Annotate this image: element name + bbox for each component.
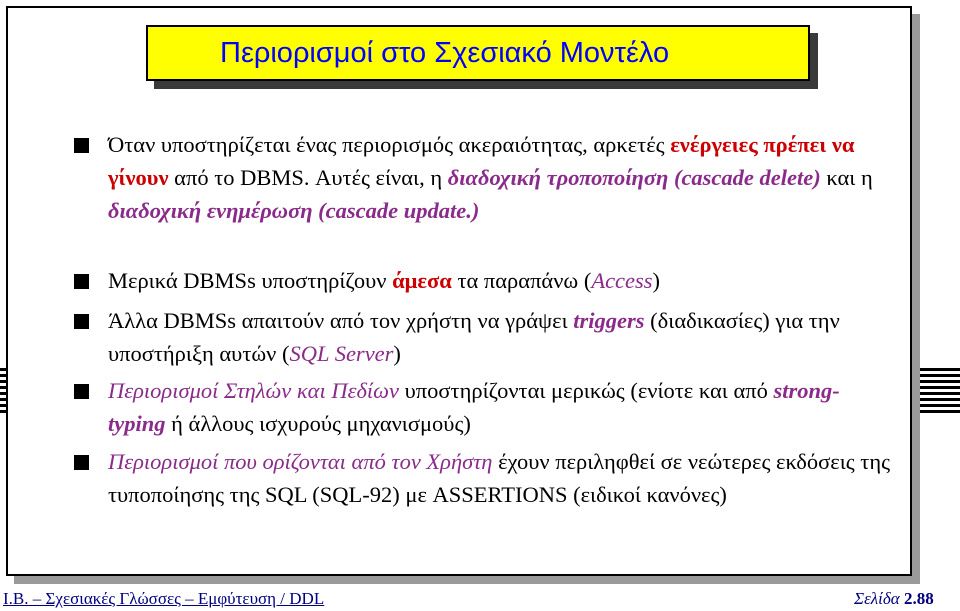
bullet-text-segment: Περιορισμοί Στηλών και Πεδίων xyxy=(108,378,400,403)
bullet-text-segment: διαδοχική τροποποίηση (cascade delete) xyxy=(447,165,821,190)
footer-page-number: 2.88 xyxy=(903,589,934,608)
bullet-text-segment: άμεσα xyxy=(392,268,452,293)
bullet-text-segment: υποστηρίζονται μερικώς (ενίοτε και από xyxy=(399,378,774,403)
footer-slide-label: Σελίδα xyxy=(854,589,900,608)
bullet-text-segment: διαδοχική ενημέρωση (cascade update.) xyxy=(108,198,480,223)
bullet-text-segment: Περιορισμοί που ορίζονται από τον Χρήστη xyxy=(108,449,493,474)
bullet-text-segment: ) xyxy=(393,341,401,366)
bullet-square-icon xyxy=(74,455,89,470)
bullet-item xyxy=(74,128,894,227)
bullet-text xyxy=(108,374,894,440)
bullet-text-segment: SQL Server xyxy=(289,341,394,366)
bullet-text-segment: ή άλλους ισχυρούς μηχανισμούς) xyxy=(165,411,471,436)
bullet-square-icon xyxy=(74,274,89,289)
bullet-text-segment: Access xyxy=(591,268,653,293)
bullet-text xyxy=(108,264,894,297)
footer-slide-number xyxy=(854,589,934,609)
bullet-item xyxy=(74,264,894,297)
bullet-text-segment: Όταν υποστηρίζεται ένας περιορισμός ακεραιότητας, αρκετές xyxy=(108,132,671,157)
bullet-item xyxy=(74,445,894,511)
bullet-text-segment: από το DBMS. Αυτές είναι, η xyxy=(168,165,448,190)
bullet-square-icon xyxy=(74,138,89,153)
bullet-text-segment: strong-typing xyxy=(108,378,840,436)
title-box xyxy=(146,25,810,81)
bullet-text xyxy=(108,304,894,370)
bullet-text-segment: τα παραπάνω ( xyxy=(451,268,592,293)
decorative-stripes-right xyxy=(910,368,960,414)
bullet-text-segment: triggers xyxy=(573,308,645,333)
bullet-square-icon xyxy=(74,314,89,329)
bullet-item xyxy=(74,304,894,370)
bullet-text-segment: Άλλα DBMSs απαιτούν από τον χρήστη να γράψει xyxy=(108,308,574,333)
bullet-text xyxy=(108,445,894,511)
bullet-text-segment: (διαδικασίες) για την υποστήριξη αυτών ( xyxy=(108,308,840,366)
bullet-text-segment: έχουν περιληφθεί σε νεώτερες εκδόσεις της τυποποίησης της SQL (SQL-92) με ASSERTIONS (ειδικοί κανόνες) xyxy=(108,449,891,507)
slide-title: Περιορισμοί στο Σχεσιακό Μοντέλο xyxy=(220,36,670,69)
bullet-text xyxy=(108,128,894,227)
bullet-text-segment: και η xyxy=(820,165,873,190)
bullet-text-segment: ενέργειες πρέπει να γίνουν xyxy=(108,132,855,190)
bullet-square-icon xyxy=(74,384,89,399)
bullet-text-segment: ) xyxy=(652,268,661,293)
bullet-item xyxy=(74,374,894,440)
bullet-text-segment: Μερικά DBMSs υποστηρίζουν xyxy=(108,268,393,293)
footer-course-title: Ι.Β. – Σχεσιακές Γλώσσες – Εμφύτευση / DDL xyxy=(3,589,325,608)
